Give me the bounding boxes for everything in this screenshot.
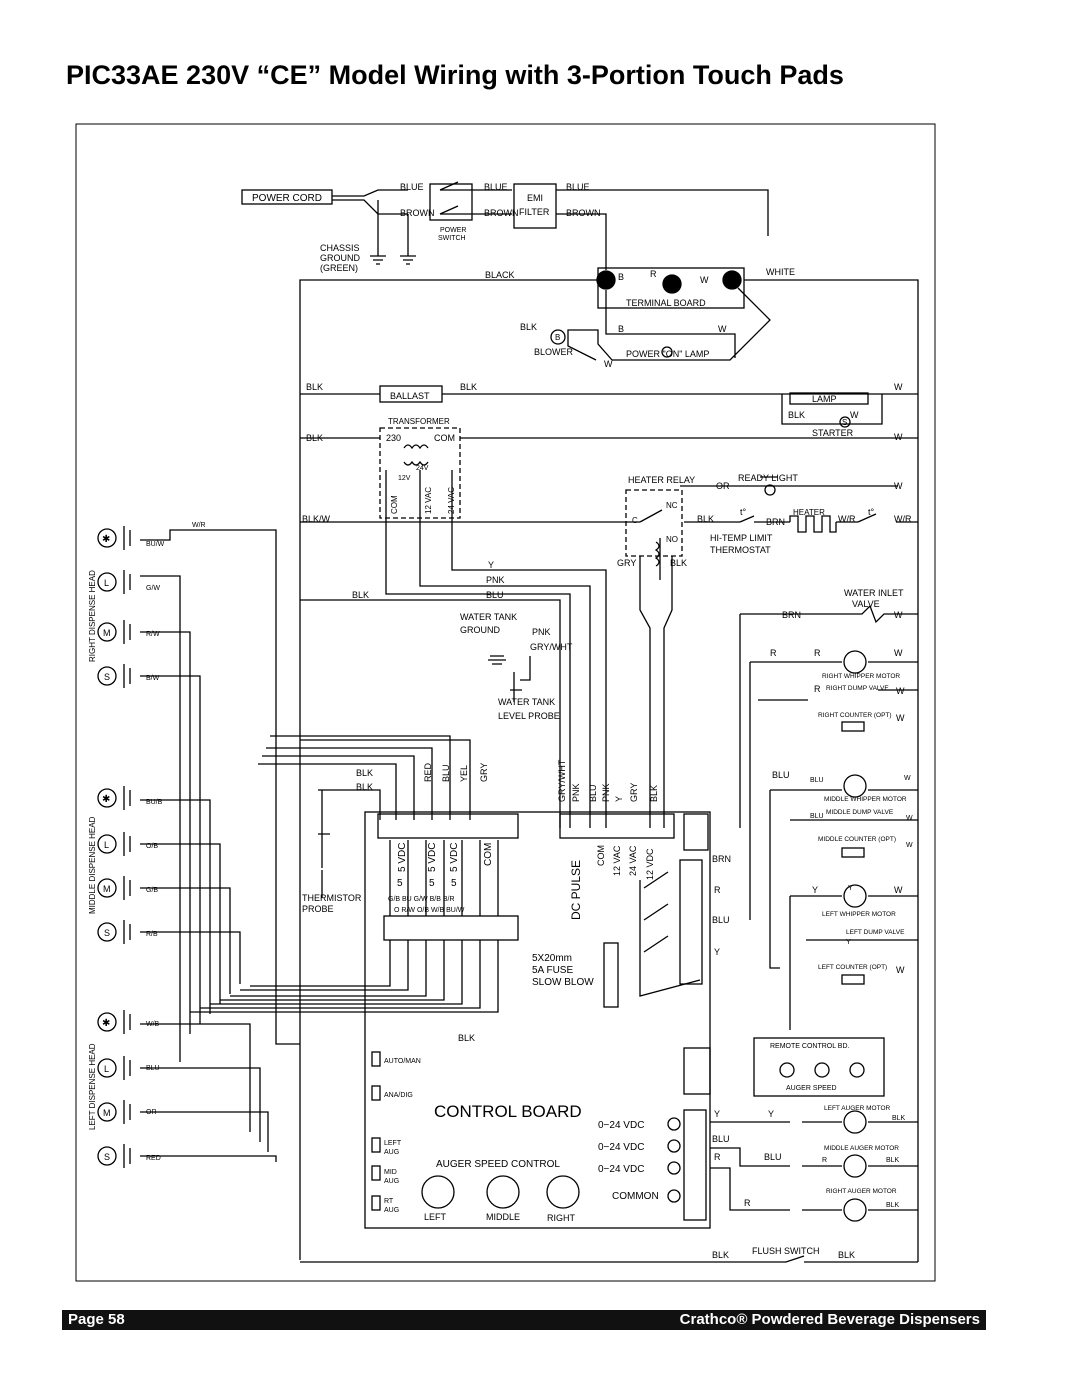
wire-brn-inlet: BRN [782, 610, 802, 620]
wire-red-l: RED [146, 1155, 161, 1162]
knob-left-label: LEFT [424, 1212, 447, 1222]
thermistor-probe [318, 790, 380, 898]
wire-bu-b: BU/B [146, 799, 163, 806]
middle-auger-label: MIDDLE AUGER MOTOR [824, 1145, 900, 1152]
emi-label-1: EMI [527, 193, 544, 203]
chassis-ground-1: CHASSIS [320, 243, 360, 253]
pad-star-l-label: ✱ [102, 1018, 111, 1029]
tcom-v: COM [390, 495, 399, 514]
switch-contacts [440, 182, 458, 214]
wire-r-b: R/B [146, 931, 158, 938]
terminal-board-label: TERMINAL BOARD [626, 298, 706, 308]
pad-l-r-label: L [104, 578, 110, 588]
touch-pad-wires [140, 530, 498, 1162]
cb-24vac: 24 VAC [628, 845, 638, 876]
t24v: 24V [416, 465, 429, 472]
tb-w: W [700, 275, 709, 285]
cb-terminal-strip [680, 860, 702, 984]
wire-brn-cb: BRN [712, 854, 732, 864]
remote-connector [684, 1048, 710, 1094]
wire-blu-l: BLU [146, 1065, 160, 1072]
wire-y-aug: Y [714, 1109, 721, 1119]
middle-whipper-label: MIDDLE WHIPPER MOTOR [824, 796, 907, 803]
right-auger-motor [844, 1199, 866, 1221]
right-whipper-label: RIGHT WHIPPER MOTOR [822, 673, 901, 680]
relay-coil [656, 542, 659, 566]
left-counter [842, 975, 864, 984]
chassis-ground-2: GROUND [320, 253, 360, 263]
cb-5vdc-1: 5 VDC [397, 842, 408, 872]
wire-blk-fl2: BLK [838, 1250, 856, 1260]
wire-r-aug2: R [822, 1157, 828, 1164]
wire-w-rw: W [894, 648, 903, 658]
wire-blk-mid: BLK [352, 590, 370, 600]
wire-r-rd: R [814, 684, 821, 694]
wire-w-r-top: W/R [192, 522, 206, 529]
wire-pnk-tank: PNK [532, 627, 551, 637]
wire-yel-v: YEL [459, 764, 469, 782]
thermistor-label-1: THERMISTOR [302, 893, 362, 903]
water-inlet-2: VALVE [852, 599, 880, 609]
relay-nc: NC [666, 501, 678, 510]
tank-probe [488, 656, 530, 702]
wire-w-starter: W [850, 410, 859, 420]
transformer-label: TRANSFORMER [388, 417, 450, 426]
t230: 230 [386, 433, 402, 443]
cb-5-3: 5 [451, 878, 457, 889]
tb-w-lower: W [718, 324, 727, 334]
vdc-2-label: 0−24 VDC [598, 1142, 645, 1153]
wire-blk-bottom: BLK [458, 1033, 476, 1043]
hi-temp-label-2: THERMOSTAT [710, 545, 771, 555]
starter-s: S [842, 418, 848, 427]
wire-blk-blower: BLK [520, 322, 538, 332]
wire-blk-v: BLK [649, 784, 659, 802]
middle-whipper-motor [844, 775, 866, 797]
remote-knob-2 [815, 1063, 829, 1077]
out-plus-3 [668, 1162, 680, 1174]
wire-w-mw: W [904, 775, 911, 782]
bottom-connector [384, 916, 518, 940]
wire-w-lw: W [894, 885, 903, 895]
wire-r-rw: R [770, 648, 777, 658]
heater-label: HEATER [793, 508, 825, 517]
wire-r-w: R/W [146, 631, 160, 638]
wire-r-aug3: R [744, 1198, 751, 1208]
ana-dig-label: ANA/DIG [384, 1092, 413, 1099]
hi-temp-label-1: HI-TEMP LIMIT [710, 533, 773, 543]
switch-left-aug [372, 1138, 380, 1152]
wire-black: BLACK [485, 270, 515, 280]
wire-w-lamp: W [604, 359, 613, 369]
knob-middle [487, 1176, 519, 1208]
right-counter-label: RIGHT COUNTER (OPT) [818, 712, 892, 719]
t12vac: 12 VAC [424, 487, 433, 514]
wire-pnk-v: PNK [571, 783, 581, 802]
pad-m-r-label: M [103, 628, 111, 638]
wire-blk-aug3: BLK [886, 1202, 900, 1209]
tb-r: R [650, 269, 657, 279]
wire-o-b: O/B [146, 843, 159, 850]
wire-y-aug2: Y [768, 1109, 775, 1119]
left-dump-label: LEFT DUMP VALVE [846, 929, 905, 936]
remote-knob-3 [850, 1063, 864, 1077]
starter-label: STARTER [812, 428, 854, 438]
knob-right [547, 1176, 579, 1208]
vdc-3-label: 0−24 VDC [598, 1164, 645, 1175]
conn-row1: G/B BU G/W B/B B/R [388, 896, 455, 903]
t12v: 12V [398, 475, 411, 482]
tb-b-lower: B [618, 324, 625, 334]
tb-b: B [618, 272, 625, 282]
wire-w-rd: W [896, 686, 905, 696]
thermistor-label-2: PROBE [302, 904, 334, 914]
page-title: PIC33AE 230V “CE” Model Wiring with 3-Portion Touch Pads [66, 60, 844, 90]
ground-symbol-1 [370, 256, 386, 264]
tb-terminal-r [663, 275, 681, 293]
wire-y-lw: Y [812, 885, 819, 895]
cb-output-strip [684, 1110, 706, 1220]
pad-l-l-label: L [104, 1064, 110, 1074]
chassis-ground-3: (GREEN) [320, 263, 358, 273]
wire-y-cb: Y [714, 947, 721, 957]
pad-star-m-label: ✱ [102, 794, 111, 805]
mid-aug-2: AUG [384, 1178, 400, 1185]
side-connector [684, 814, 708, 850]
emi-filter [514, 184, 556, 228]
left-dispense-head-label: LEFT DISPENSE HEAD [88, 1043, 97, 1130]
wire-pnk-v2: PNK [601, 783, 611, 802]
lamp-label: LAMP [812, 394, 837, 404]
wire-y: Y [488, 560, 495, 570]
auger-speed-control-label: AUGER SPEED CONTROL [436, 1159, 560, 1170]
out-plus-2 [668, 1140, 680, 1152]
left-whipper-label: LEFT WHIPPER MOTOR [822, 911, 896, 918]
page-footer [62, 1310, 986, 1330]
switch-mid-aug [372, 1166, 380, 1180]
t24vac: 24 VAC [447, 487, 456, 514]
wire-blk-heat: BLK [697, 514, 715, 524]
wire-blu-cb: BLU [712, 915, 730, 925]
right-dump-label: RIGHT DUMP VALVE [826, 685, 889, 692]
wire-wr-heat: W/R [838, 514, 856, 524]
out-common [668, 1190, 680, 1202]
fuse-label-1: 5X20mm [532, 953, 573, 964]
blower-label: BLOWER [534, 347, 574, 357]
relay-no: NO [666, 535, 678, 544]
relay-contacts [300, 477, 918, 580]
middle-dump-label: MIDDLE DUMP VALVE [826, 809, 894, 816]
wire-blue-1: BLUE [400, 182, 424, 192]
power-switch-label-2: SWITCH [438, 235, 466, 242]
wire-blk-ballast-r: BLK [460, 382, 478, 392]
wire-blk-w: BLK/W [302, 514, 331, 524]
remote-knob-1 [780, 1063, 794, 1077]
flush-switch-wire [300, 1256, 918, 1262]
wire-w-mc: W [906, 842, 913, 849]
left-aug-2: AUG [384, 1149, 400, 1156]
left-auger-label: LEFT AUGER MOTOR [824, 1105, 891, 1112]
blower-b: B [555, 333, 561, 342]
right-counter [842, 722, 864, 731]
wire-gry-wht: GRY/WHT [530, 642, 573, 652]
right-dispense-pads [98, 526, 130, 1168]
water-inlet-1: WATER INLET [844, 588, 904, 598]
level-probe-2: LEVEL PROBE [498, 711, 560, 721]
wire-or-ready: OR [716, 481, 730, 491]
cb-12vdc: 12 VDC [645, 848, 655, 880]
wire-blu-mw2: BLU [810, 777, 824, 784]
middle-auger-motor [844, 1155, 866, 1177]
wire-gry-v: GRY [479, 762, 489, 782]
wire-or-l: OR [146, 1109, 157, 1116]
wire-y-lw2: Y [848, 885, 853, 892]
wire-w-lamp-r: W [894, 382, 903, 392]
wire-w-b: W/B [146, 1021, 160, 1028]
wire-blu-v2: BLU [588, 784, 598, 802]
right-auger-label: RIGHT AUGER MOTOR [826, 1188, 897, 1195]
pad-s-m-label: S [104, 928, 111, 938]
pad-s-l-label: S [104, 1152, 111, 1162]
wire-blk-aug1: BLK [892, 1115, 906, 1122]
wire-w-ready: W [894, 481, 903, 491]
rt-aug-1: RT [384, 1198, 394, 1205]
auto-man-label: AUTO/MAN [384, 1058, 421, 1065]
fuse-label-2: 5A FUSE [532, 965, 574, 976]
pad-s-r-label: S [104, 672, 111, 682]
level-probe-1: WATER TANK [498, 697, 556, 707]
power-cord-label: POWER CORD [252, 193, 322, 204]
knob-left [422, 1176, 454, 1208]
ready-light-label: READY LIGHT [738, 473, 798, 483]
cb-5vdc-3: 5 VDC [449, 842, 460, 872]
heater-element [790, 516, 836, 532]
water-tank-ground-1: WATER TANK [460, 612, 518, 622]
wire-blk-fl: BLK [712, 1250, 730, 1260]
right-dispense-head-label: RIGHT DISPENSE HEAD [88, 570, 97, 662]
wire-grywht-v: GRY/WHT [557, 759, 567, 802]
wire-blk-th1: BLK [356, 768, 374, 778]
wire-w-md: W [906, 815, 913, 822]
common-label: COMMON [612, 1191, 659, 1202]
wire-brown-2: BROWN [484, 208, 519, 218]
wire-red-v: RED [423, 762, 433, 782]
switch-ana-dig [372, 1086, 380, 1100]
pad-m-m-label: M [103, 884, 111, 894]
wire-y-ld: Y [846, 939, 851, 946]
wire-r-cb: R [714, 885, 721, 895]
middle-counter [842, 848, 864, 857]
pad-l-m-label: L [104, 840, 110, 850]
wire-blu-aug2: BLU [764, 1152, 782, 1162]
left-aug-1: LEFT [384, 1140, 402, 1147]
t-deg-1: t° [740, 507, 747, 517]
wire-blu-aug: BLU [712, 1134, 730, 1144]
ground-symbol-2 [400, 256, 416, 264]
wire-pnk: PNK [486, 575, 505, 585]
wire-w-starter-r: W [894, 432, 903, 442]
tcom: COM [434, 433, 455, 443]
wire-blk-trans: BLK [306, 433, 324, 443]
out-plus-1 [668, 1118, 680, 1130]
cb-12vac: 12 VAC [612, 845, 622, 876]
pad-star-r-label: ✱ [102, 534, 111, 545]
right-whipper-motor [844, 651, 866, 673]
heater-relay-label: HEATER RELAY [628, 475, 696, 485]
cb-5-2: 5 [429, 878, 435, 889]
left-counter-label: LEFT COUNTER (OPT) [818, 964, 888, 971]
wire-brn-heat: BRN [766, 517, 786, 527]
top-connector-1 [378, 814, 518, 838]
wire-blu-v: BLU [441, 764, 451, 782]
ballast-label: BALLAST [390, 391, 430, 401]
wire-w-lc: W [896, 965, 905, 975]
vdc-1-label: 0−24 VDC [598, 1120, 645, 1131]
cb-com: COM [596, 845, 606, 866]
wire-blk-relay: BLK [670, 558, 688, 568]
mid-aug-1: MID [384, 1169, 397, 1176]
knob-right-label: RIGHT [547, 1213, 575, 1223]
pad-m-l-label: M [103, 1108, 111, 1118]
flush-switch-label: FLUSH SWITCH [752, 1246, 820, 1256]
wire-r-aug: R [714, 1152, 721, 1162]
conn-row2: O R/W O/B W/B BU/W [394, 907, 465, 914]
t-deg-2: t° [868, 507, 875, 517]
left-auger-motor [844, 1111, 866, 1133]
wire-blu-md: BLU [810, 813, 824, 820]
wire-gry: GRY [617, 558, 637, 568]
control-board-label: CONTROL BOARD [434, 1102, 582, 1121]
middle-dispense-head-label: MIDDLE DISPENSE HEAD [88, 816, 97, 914]
cb-5vdc-2: 5 VDC [427, 842, 438, 872]
fuse-label-3: SLOW BLOW [532, 977, 594, 988]
dc-pulse: DC PULSE [569, 859, 583, 920]
top-connector-2 [560, 814, 674, 838]
middle-counter-label: MIDDLE COUNTER (OPT) [818, 836, 896, 843]
fuse [604, 943, 618, 1007]
wire-g-b: G/B [146, 887, 159, 894]
cb-5-1: 5 [397, 878, 403, 889]
wire-brown-1: BROWN [400, 208, 435, 218]
page-number: Page 58 [68, 1311, 125, 1328]
power-cord-wires [332, 190, 768, 270]
cb-com2: COM [483, 842, 494, 866]
wire-bu-w: BU/W [146, 541, 165, 548]
rt-aug-2: AUG [384, 1207, 400, 1214]
power-on-lamp-label: POWER "ON" LAMP [626, 349, 710, 359]
switch-rt-aug [372, 1196, 380, 1210]
emi-label-2: FILTER [519, 207, 550, 217]
cb-relays [640, 872, 700, 996]
wire-y-v: Y [614, 795, 624, 802]
wire-brown-3: BROWN [566, 208, 601, 218]
wire-gry-v2: GRY [629, 782, 639, 802]
wire-blk-th2: BLK [356, 782, 374, 792]
wire-blu-mw: BLU [772, 770, 790, 780]
water-tank-ground-2: GROUND [460, 625, 500, 635]
relay-c: C [632, 516, 638, 525]
switch-auto-man [372, 1052, 380, 1066]
wire-blue-3: BLUE [566, 182, 590, 192]
wire-b-w: B/W [146, 675, 160, 682]
wire-blue-2: BLUE [484, 182, 508, 192]
tb-terminal-b [597, 271, 615, 289]
remote-control-label: REMOTE CONTROL BD. [770, 1043, 850, 1050]
wire-blu: BLU [486, 590, 504, 600]
tb-terminal-w [723, 271, 741, 289]
wire-g-w: G/W [146, 585, 160, 592]
wire-white: WHITE [766, 267, 795, 277]
publication-title: Crathco® Powdered Beverage Dispensers [679, 1311, 980, 1328]
auger-speed-label: AUGER SPEED [786, 1085, 837, 1092]
power-switch-label-1: POWER [440, 227, 467, 234]
knob-middle-label: MIDDLE [486, 1212, 521, 1222]
wire-blk-ballast-l: BLK [306, 382, 324, 392]
wire-blk-aug2: BLK [886, 1157, 900, 1164]
auger-wires [710, 1122, 918, 1210]
wire-r-rw2: R [814, 648, 821, 658]
wire-w-inlet: W [894, 610, 903, 620]
wire-wr-heat2: W/R [894, 514, 912, 524]
wire-w-rc: W [896, 713, 905, 723]
wire-blk-starter: BLK [788, 410, 806, 420]
